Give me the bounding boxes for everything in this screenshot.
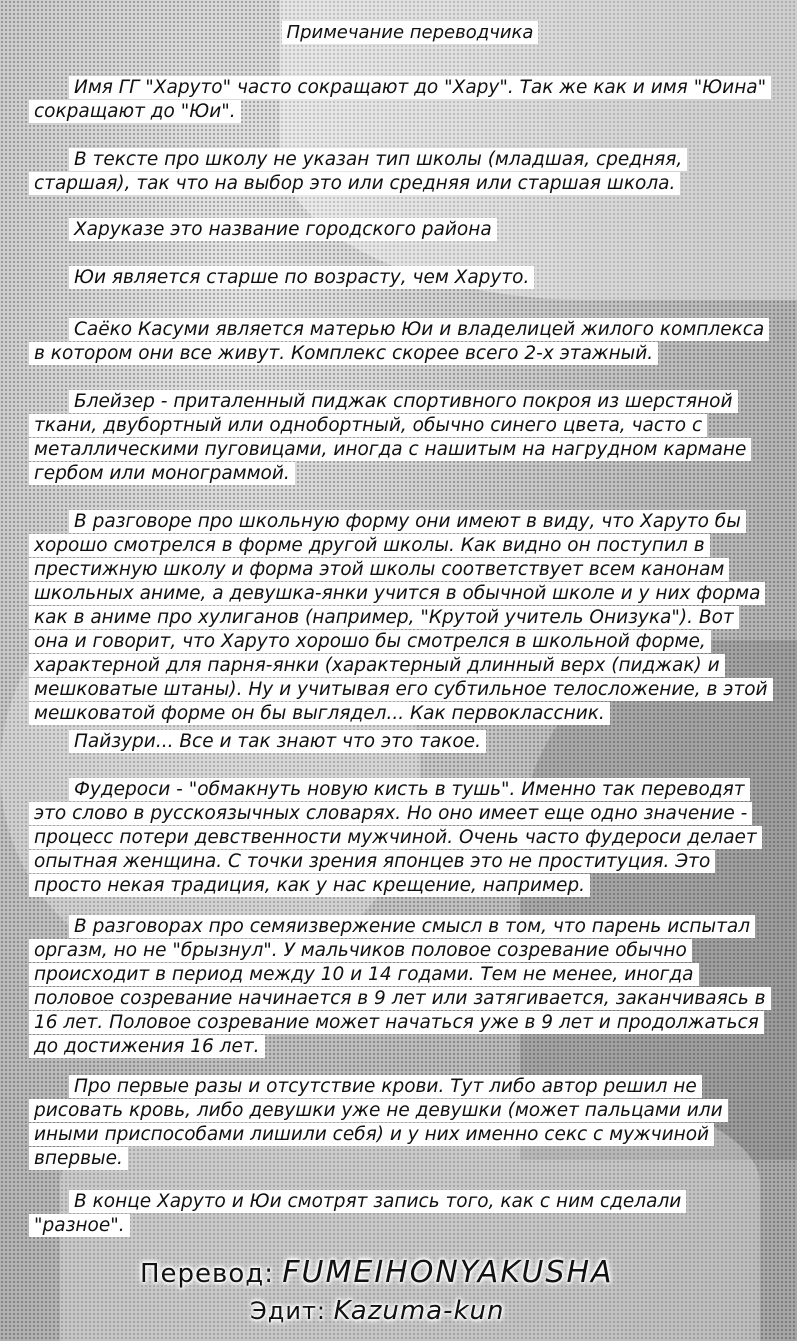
note-text: В конце Харуто и Юи смотрят запись того, как с ним сделали "разное". — [34, 1191, 682, 1236]
note-text: Имя ГГ "Харуто" часто сокращают до "Хару". Так же как и имя "Юина" сокращают до "Юи". — [34, 77, 767, 122]
page-title-text: Примечание переводчика — [286, 22, 534, 43]
note-paragraph — [34, 148, 772, 196]
note-text: Фудероси - "обмакнуть новую кисть в тушь". Именно так переводят это слово в русскоязычных словарях. Но оно имеет еще одно значение - процесс потери девственности мужчиной. Очень часто фудероси делает опытная женщина. С точки зрения японцев это не проституция. Это просто некая традиция, как у нас крещение, например. — [34, 779, 757, 896]
edit-credit — [250, 1296, 505, 1326]
note-text: В разговорах про семяизвержение смысл в том, что парень испытал оргазм, но не "брызнул". У мальчиков половое созревание обычно происходит в период между 10 и 14 годами. Тем не менее, иногда половое созревание начинается в 9 лет или затягивается, заканчиваясь в 16 лет. Половое созревание может начаться уже в 9 лет и продолжаться до достижения 16 лет. — [34, 916, 766, 1057]
note-paragraph — [34, 510, 772, 726]
note-paragraph — [34, 318, 772, 366]
note-paragraph — [34, 76, 772, 124]
note-paragraph — [34, 778, 772, 898]
translation-credit — [140, 1255, 614, 1290]
note-text: Блейзер - приталенный пиджак спортивного покроя из шерстяной ткани, двубортный или однобортный, обычно синего цвета, часто с металлическими пуговицами, иногда с нашитым на нагрудном кармане гербом или монограммой. — [34, 391, 747, 484]
note-paragraph — [34, 730, 772, 754]
note-paragraph — [34, 266, 772, 290]
note-text: Пайзури... Все и так знают что это такое. — [74, 731, 481, 752]
note-paragraph — [34, 218, 772, 242]
note-paragraph — [34, 1190, 772, 1238]
note-text: Харуказе это название городского района — [74, 219, 492, 240]
note-text: В тексте про школу не указан тип школы (младшая, средняя, старшая), так что на выбор это или средняя или старшая школа. — [34, 149, 683, 194]
note-text: Юи является старше по возрасту, чем Харуто. — [74, 267, 530, 288]
note-text: Саёко Касуми является матерью Юи и владелицей жилого комплекса в котором они все живут. Комплекс скорее всего 2-х этажный. — [34, 319, 765, 364]
page-title — [280, 20, 540, 46]
note-paragraph — [34, 1075, 772, 1171]
edit-credit-value: Kazuma-kun — [333, 1296, 505, 1326]
edit-credit-label: Эдит: — [250, 1297, 327, 1325]
note-paragraph — [34, 915, 772, 1059]
note-text: В разговоре про школьную форму они имеют в виду, что Харуто бы хорошо смотрелся в форме другой школы. Как видно он поступил в престижную школу и форма этой школы соответствует всем канонам школьных аниме, а девушка-янки учится в обычной школе и у них форма как в аниме про хулиганов (например, "Крутой учитель Онизука"). Вот она и говорит, что Харуто хорошо бы смотрелся в школьной форме, характерной для парня-янки (характерный длинный верх (пиджак) и мешковатые штаны). Ну и учитывая его субтильное телосложение, в этой мешковатой форме он бы выглядел... Как первоклассник. — [34, 511, 768, 724]
note-paragraph — [34, 390, 772, 486]
note-text: Про первые разы и отсутствие крови. Тут либо автор решил не рисовать кровь, либо девушки уже не девушки (может пальцами или иными приспособами лишили себя) и у них именно секс с мужчиной впервые. — [34, 1076, 723, 1169]
translation-credit-label: Перевод: — [140, 1259, 275, 1289]
translation-credit-value: FUMEIHONYAKUSHA — [282, 1255, 614, 1290]
